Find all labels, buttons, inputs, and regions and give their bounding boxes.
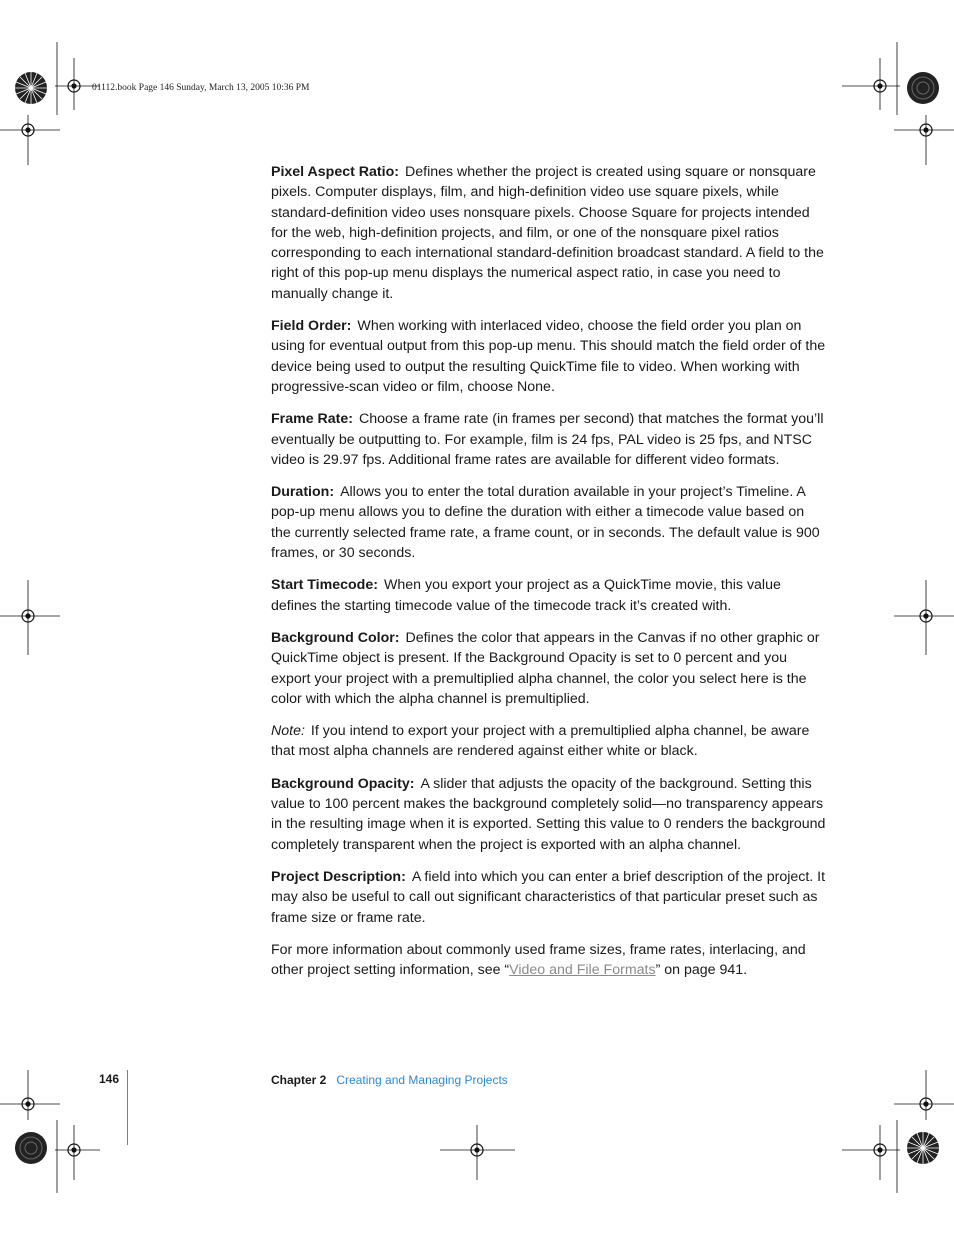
main-content — [271, 162, 827, 992]
definition-background-opacity — [271, 774, 827, 855]
closing-text-before: For more information about commonly used frame sizes, frame rates, interlacing, and other project setting information, see “ — [271, 941, 806, 979]
target-icon — [15, 1132, 47, 1164]
print-header: 01112.book Page 146 Sunday, March 13, 2005 10:36 PM — [92, 83, 310, 93]
term-label: Frame Rate: — [271, 411, 354, 428]
definition-pixel-aspect-ratio — [271, 162, 827, 304]
cross-reference-link[interactable]: Video and File Formats — [509, 962, 656, 979]
definition-background-color — [271, 628, 827, 709]
definition-start-timecode — [271, 575, 827, 616]
definition-text: When working with interlaced video, choose the field order you plan on using for eventual output from this pop-up menu. This should match the field order of the device being used to output the resulting QuickTime file to video. When working with progressive-scan video or film, choose None. — [271, 318, 826, 395]
chapter-label: Chapter 2 — [271, 1073, 327, 1087]
definition-text: Defines whether the project is created using square or nonsquare pixels. Computer displays, film, and high-definition video use square pixels, while standard-definition video uses nonsquare pixels. Choose Square for projects intended for the web, high-definition projects, and film, or one of the nonsquare pixel ratios corresponding to each international standard-definition broadcast standard. A field to the right of this pop-up menu displays the numerical aspect ratio, in case you need to manually change it. — [271, 164, 824, 302]
definition-text: A field into which you can enter a brief description of the project. It may also be useful to call out significant characteristics of that particular preset such as frame size or frame rate. — [271, 868, 826, 926]
page-number: 146 — [99, 1072, 120, 1086]
term-label: Pixel Aspect Ratio: — [271, 164, 399, 180]
term-label: Field Order: — [271, 318, 352, 335]
note-text: If you intend to export your project with a premultiplied alpha channel, be aware that most alpha channels are rendered against either white or black. — [271, 723, 810, 760]
definition-project-description — [271, 867, 827, 928]
definition-field-order — [271, 316, 827, 397]
definition-frame-rate — [271, 409, 827, 470]
closing-text-after: ” on page 941. — [655, 962, 748, 979]
term-label: Background Opacity: — [271, 775, 415, 792]
note-label: Note: — [271, 723, 305, 740]
note-paragraph — [271, 721, 827, 762]
chapter-title: Creating and Managing Projects — [336, 1073, 508, 1087]
definition-duration — [271, 482, 827, 563]
starburst-icon — [15, 72, 47, 104]
definition-text: Allows you to enter the total duration available in your project’s Timeline. A pop-up menu allows you to define the duration with either a timecode value based on the currently selected frame rate, a frame count, or in seconds. The default value is 900 frames, or 30 seconds. — [271, 484, 820, 562]
starburst-icon — [907, 1132, 939, 1164]
definition-text: Choose a frame rate (in frames per second) that matches the format you’ll eventually be outputting to. For example, film is 24 fps, PAL video is 25 fps, and NTSC video is 29.97 fps. Additional frame rates are available for different video formats. — [271, 411, 824, 468]
definition-text: Defines the color that appears in the Canvas if no other graphic or QuickTime object is present. If the Background Opacity is set to 0 percent and you export your project with a premultiplied alpha channel, the color you select here is the color with which the alpha channel is premultiplied. — [271, 629, 820, 707]
target-icon — [907, 72, 939, 104]
term-label: Duration: — [271, 484, 335, 501]
running-footer — [271, 1073, 508, 1087]
definition-text: A slider that adjusts the opacity of the background. Setting this value to 100 percent makes the background completely solid—no transparency appears in the resulting image when it is exported. Setting this value to 0 renders the background completely transparent when the project is exported with an alpha channel. — [271, 775, 826, 853]
term-label: Project Description: — [271, 868, 406, 885]
term-label: Background Color: — [271, 629, 400, 646]
term-label: Start Timecode: — [271, 577, 378, 594]
closing-paragraph — [271, 940, 827, 981]
definition-text: When you export your project as a QuickTime movie, this value defines the starting timecode value of the timecode track it’s created with. — [271, 577, 781, 614]
footer-divider — [127, 1070, 128, 1145]
